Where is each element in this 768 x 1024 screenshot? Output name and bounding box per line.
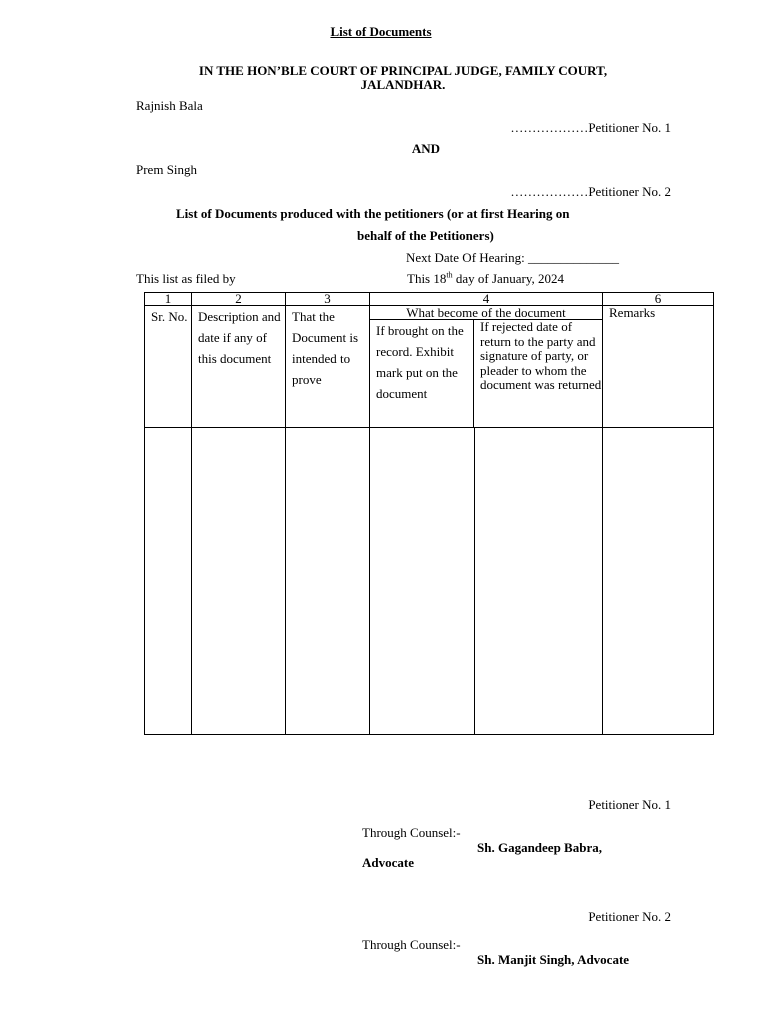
header-brought-on-record: If brought on the record. Exhibit mark put on the document [370, 320, 474, 427]
column-number: 3 [286, 293, 370, 306]
document-title: List of Documents [330, 24, 432, 39]
column-number: 6 [603, 293, 714, 306]
cell-rejected-returned [475, 428, 602, 734]
signature-through-2: Through Counsel:- [362, 937, 461, 952]
column-number: 4 [370, 293, 603, 306]
cell-remarks [603, 428, 714, 735]
cell-what-become [370, 428, 603, 735]
next-hearing [406, 250, 619, 266]
list-heading-line1: List of Documents produced with the petitioners (or at first Hearing on [176, 206, 570, 221]
column-number: 1 [145, 293, 192, 306]
next-hearing-blank: ______________ [528, 250, 620, 265]
signature-petitioner-1: Petitioner No. 1 [588, 797, 671, 812]
column-number: 2 [192, 293, 286, 306]
header-what-become [370, 306, 603, 428]
header-what-become-title: What become of the document [406, 305, 566, 320]
column-number-row [145, 293, 714, 306]
filing-date-suffix: day of January, 2024 [452, 271, 565, 286]
cell-description [192, 428, 286, 735]
cell-sr-no [145, 428, 192, 735]
court-heading [0, 64, 768, 92]
and-label: AND [411, 141, 441, 156]
cell-brought-on-record [370, 428, 475, 734]
court-heading-line2: JALANDHAR. [360, 77, 446, 92]
column-header-row [145, 306, 714, 428]
header-rejected-returned: If rejected date of return to the party and signature of party, or pleader to whom the document was returned [480, 319, 602, 392]
filing-date [407, 271, 564, 287]
header-description: Description and date if any of this document [192, 306, 286, 428]
filing-date-prefix: This 18 [407, 271, 447, 286]
header-remarks: Remarks [603, 306, 714, 428]
signature-through-1: Through Counsel:- [362, 825, 461, 840]
header-what-become-subcols [370, 319, 602, 427]
party2-role: ………………Petitioner No. 2 [510, 184, 671, 199]
list-heading-line2: behalf of the Petitioners) [357, 228, 494, 243]
header-intended-to-prove: That the Document is intended to prove [286, 306, 370, 428]
cell-intended-to-prove [286, 428, 370, 735]
documents-table [144, 292, 714, 735]
party1-name: Rajnish Bala [136, 98, 203, 113]
filed-by-label: This list as filed by [136, 271, 236, 286]
signature-petitioner-2: Petitioner No. 2 [588, 909, 671, 924]
party1-role: ………………Petitioner No. 1 [510, 120, 671, 135]
filing-date-sup: th [446, 270, 453, 280]
header-sr-no: Sr. No. [145, 306, 192, 428]
party2-name: Prem Singh [136, 162, 198, 177]
signature-counsel-name-1: Sh. Gagandeep Babra, [477, 840, 602, 855]
next-hearing-label: Next Date Of Hearing: [406, 250, 529, 265]
table-body-row [145, 428, 714, 735]
signature-counsel-title-1: Advocate [362, 855, 414, 870]
court-heading-line1: IN THE HON’BLE COURT OF PRINCIPAL JUDGE, FAMILY COURT, [198, 63, 608, 78]
signature-counsel-name-2: Sh. Manjit Singh, Advocate [477, 952, 630, 967]
